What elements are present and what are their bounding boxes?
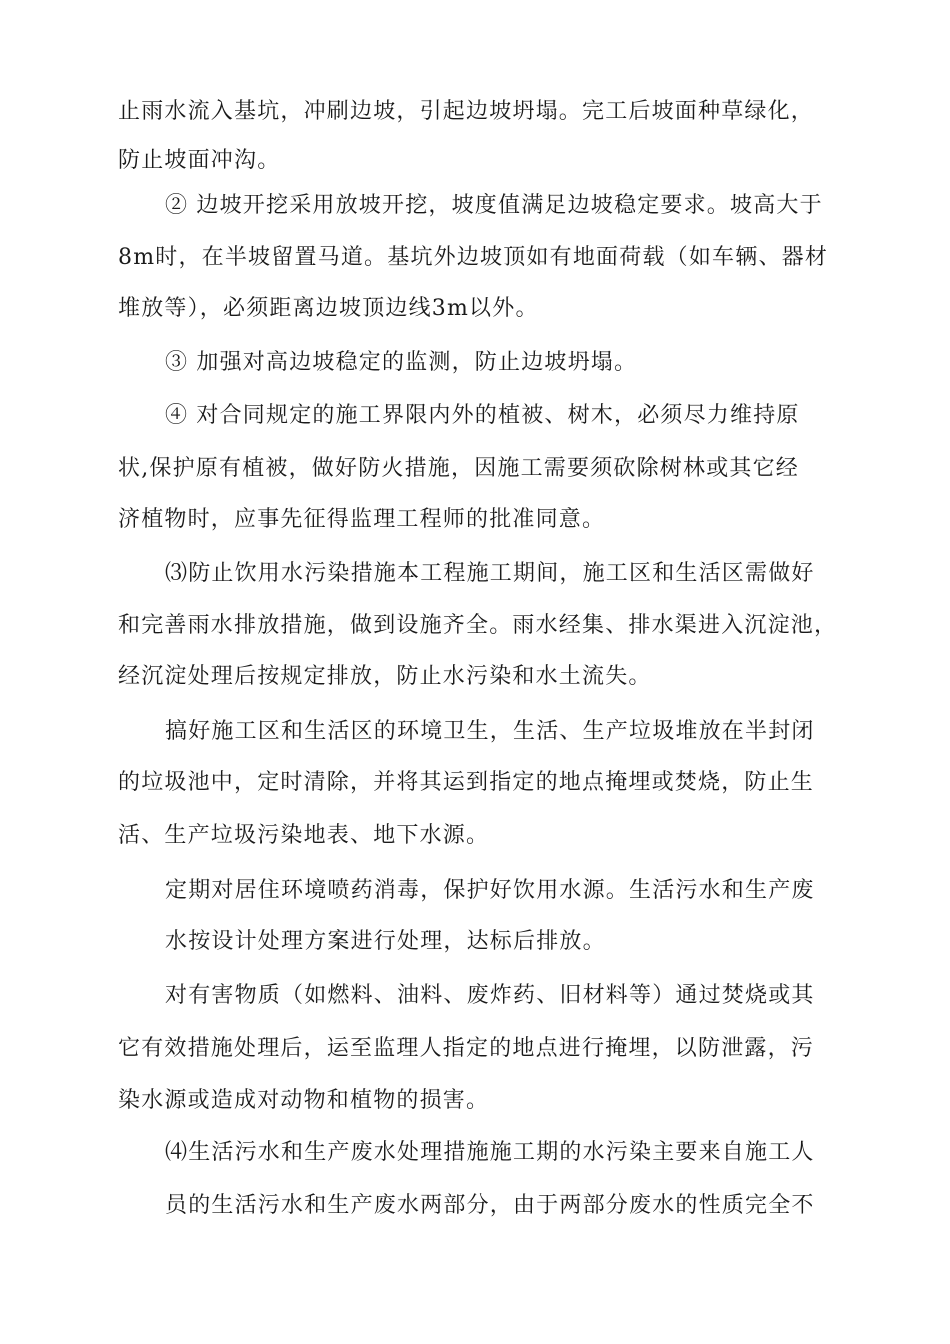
text-line: 止雨水流入基坑，冲刷边坡，引起边坡坍塌。完工后坡面种草绿化，: [118, 99, 815, 124]
text-line: 染水源或造成对动物和植物的损害。: [118, 1088, 490, 1113]
text-line: 和完善雨水排放措施，做到设施齐全。雨水经集、排水渠进入沉淀池，: [118, 613, 838, 638]
text-line: 经沉淀处理后按规定排放，防止水污染和水土流失。: [118, 664, 652, 689]
text-line: 济植物时，应事先征得监理工程师的批准同意。: [118, 507, 606, 532]
text-line: 员的生活污水和生产废水两部分，由于两部分废水的性质完全不: [165, 1193, 815, 1218]
text-line: 堆放等），必须距离边坡顶边线3m以外。: [118, 296, 539, 321]
text-line: 的垃圾池中，定时清除，并将其运到指定的地点掩埋或焚烧，防止生: [118, 770, 815, 795]
text-line: ② 边坡开挖采用放坡开挖，坡度值满足边坡稳定要求。坡高大于: [165, 193, 823, 218]
text-line: 防止坡面冲沟。: [118, 148, 281, 173]
text-line: 定期对居住环境喷药消毒，保护好饮用水源。生活污水和生产废: [165, 878, 815, 903]
text-line: 水按设计处理方案进行处理，达标后排放。: [165, 929, 606, 954]
text-line: 它有效措施处理后，运至监理人指定的地点进行掩埋，以防泄露，污: [118, 1036, 815, 1061]
text-line: 8m时，在半坡留置马道。基坑外边坡顶如有地面荷载（如车辆、器材: [118, 245, 829, 270]
text-line: 活、生产垃圾污染地表、地下水源。: [118, 823, 490, 848]
text-line: 搞好施工区和生活区的环境卫生，生活、生产垃圾堆放在半封闭: [165, 719, 815, 744]
text-line: ⑷生活污水和生产废水处理措施施工期的水污染主要来自施工人: [165, 1140, 815, 1165]
text-line: ③ 加强对高边坡稳定的监测，防止边坡坍塌。: [165, 350, 638, 375]
text-line: ⑶防止饮用水污染措施本工程施工期间，施工区和生活区需做好: [165, 561, 815, 586]
text-line: 状,保护原有植被，做好防火措施，因施工需要须砍除树林或其它经: [118, 456, 799, 481]
text-line: ④ 对合同规定的施工界限内外的植被、树木，必须尽力维持原: [165, 403, 800, 428]
text-line: 对有害物质（如燃料、油料、废炸药、旧材料等）通过焚烧或其: [165, 983, 815, 1008]
